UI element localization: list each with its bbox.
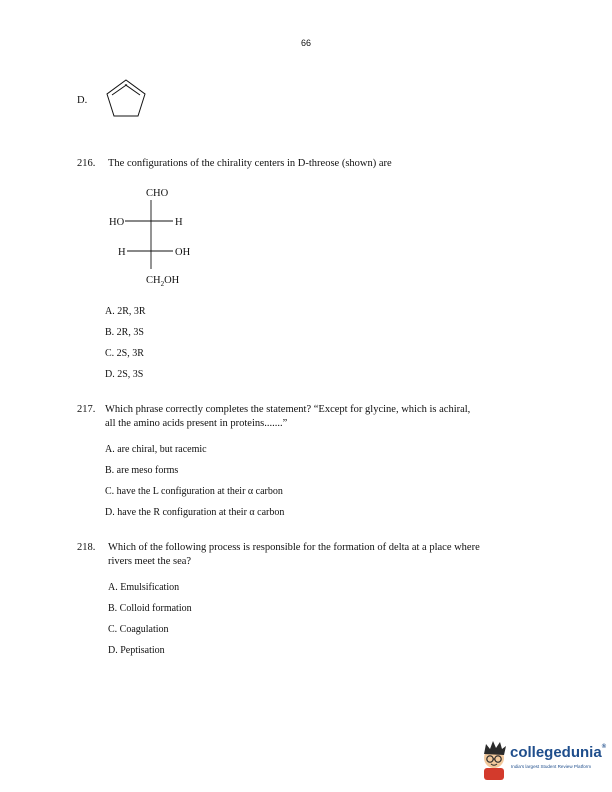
collegedunia-logo	[478, 738, 608, 780]
q217-line1: Which phrase correctly completes the statement? “Except for glycine, which is achiral,	[105, 404, 471, 415]
q218-option-a: A. Emulsification	[108, 582, 180, 593]
q218-line1: Which of the following process is responsible for the formation of delta at a place where	[108, 542, 480, 553]
q218-line2: rivers meet the sea?	[108, 556, 192, 567]
q217-option-c: C. have the L configuration at their α carbon	[105, 486, 283, 497]
fischer-bottom: $CH_2OH$	[146, 275, 180, 288]
q216-number: 216.	[77, 158, 96, 169]
mascot-icon	[478, 738, 510, 780]
q216-option-b: B. 2R, 3S	[105, 327, 144, 338]
q218-number: 218.	[77, 542, 96, 553]
q218-option-c: C. Coagulation	[108, 624, 169, 635]
q218-option-d: D. Peptisation	[108, 645, 165, 656]
q216-option-a: A. 2R, 3R	[105, 306, 146, 317]
q215-option-d-label: D.	[77, 95, 88, 106]
q217-line2: all the amino acids present in proteins.......”	[105, 418, 288, 429]
q216-text: The configurations of the chirality centers in D-threose (shown) are	[108, 158, 392, 169]
logo-tagline: India's largest Student Review Platform	[511, 764, 592, 769]
logo-trademark: ®	[601, 744, 607, 750]
fischer-top: CHO	[146, 188, 169, 199]
fischer-row2-left: H	[118, 247, 126, 258]
q216-option-c: C. 2S, 3R	[105, 348, 144, 359]
q217-option-d: D. have the R configuration at their α carbon	[105, 507, 285, 518]
fischer-row2-right: OH	[175, 247, 191, 258]
q216-option-d: D. 2S, 3S	[105, 369, 144, 380]
cyclopentene-structure	[102, 76, 150, 120]
logo-brand-text: collegedunia	[510, 744, 602, 761]
q217-option-a: A. are chiral, but racemic	[105, 444, 207, 455]
q217-number: 217.	[77, 404, 96, 415]
fischer-row1-right: H	[175, 217, 183, 228]
fischer-projection	[100, 182, 220, 292]
page-number: 66	[300, 38, 311, 48]
fischer-row1-left: HO	[109, 217, 125, 228]
q217-option-b: B. are meso forms	[105, 465, 179, 476]
q218-option-b: B. Colloid formation	[108, 603, 192, 614]
